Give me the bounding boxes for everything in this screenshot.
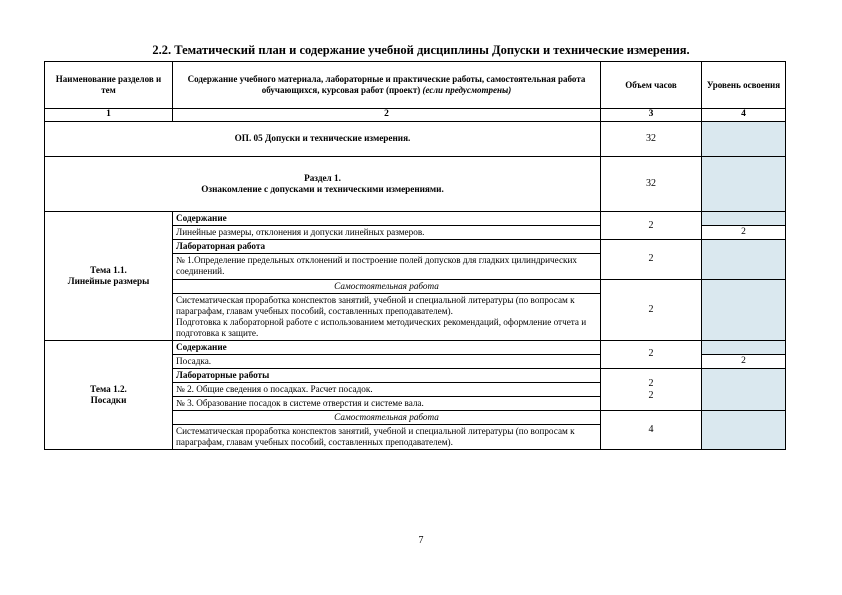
topic2-number: Тема 1.2. (90, 383, 127, 394)
topic2-self-level (702, 411, 786, 450)
discipline-row (45, 122, 786, 157)
discipline-level (702, 122, 786, 157)
topic2-lab-label: Лабораторные работы (173, 369, 601, 383)
page-number: 7 (418, 535, 424, 546)
topic1-content-level: 2 (702, 226, 786, 240)
topic2-lab-item-2: № 3. Образование посадок в системе отверстия и системе вала. (173, 397, 601, 411)
topic2-name (45, 340, 173, 450)
thematic-plan-table (44, 61, 786, 450)
topic2-content-item: Посадка. (173, 354, 601, 368)
section-level (702, 157, 786, 212)
column-number-1: 1 (45, 109, 173, 122)
topic2-lab-level (702, 369, 786, 411)
header-content-main: Содержание учебного материала, лабораторные и практические работы, самостоятельная работа обучающихся, курсовая работ (проект) (187, 74, 586, 95)
topic1-self-text-1: Систематическая проработка конспектов занятий, учебной и специальной литературы (по вопросам к параграфам, главам учебных пособий, составленных преподавателем). (176, 294, 575, 316)
topic2-lab-hours-1: 2 (648, 377, 654, 389)
topic1-content-label-row (45, 212, 786, 226)
topic2-content-hours: 2 (601, 340, 702, 368)
section-number: Раздел 1. (304, 172, 341, 183)
topic2-lab-hours-2: 2 (648, 389, 654, 401)
topic2-lab-item-1: № 2. Общие сведения о посадках. Расчет посадок. (173, 383, 601, 397)
section-name: Ознакомление с допусками и техническими измерениями. (201, 184, 444, 194)
column-number-4: 4 (702, 109, 786, 122)
section-hours: 32 (601, 157, 702, 212)
document-title: 2.2. Тематический план и содержание учебной дисциплины Допуски и технические измерения. (152, 43, 690, 57)
topic2-content-label-level (702, 340, 786, 354)
topic1-self-text (173, 293, 601, 340)
header-content (173, 62, 601, 109)
header-sections-topics: Наименование разделов и тем (45, 62, 173, 109)
topic1-lab-level (702, 240, 786, 279)
topic2-content-level: 2 (702, 354, 786, 368)
table-header-row (45, 62, 786, 109)
topic1-self-level (702, 279, 786, 340)
section-row (45, 157, 786, 212)
topic2-title: Посадки (90, 394, 127, 405)
discipline-hours: 32 (601, 122, 702, 157)
topic1-lab-item: № 1.Определение предельных отклонений и построение полей допусков для гладких цилиндрических соединений. (173, 254, 601, 279)
topic1-self-text-2: Подготовка к лабораторной работе с использованием методических рекомендаций, оформление отчета и подготовка к защите. (176, 316, 587, 338)
topic1-lab-label: Лабораторная работа (173, 240, 601, 254)
column-number-row (45, 109, 786, 122)
topic1-lab-hours: 2 (601, 240, 702, 279)
topic2-content-label: Содержание (173, 340, 601, 354)
topic1-content-item: Линейные размеры, отклонения и допуски линейных размеров. (173, 226, 601, 240)
header-level: Уровень освоения (702, 62, 786, 109)
topic2-lab-hours (601, 369, 702, 411)
topic1-self-label: Самостоятельная работа (173, 279, 601, 293)
topic1-title: Линейные размеры (67, 275, 150, 286)
topic1-content-label-level (702, 212, 786, 226)
topic1-content-hours: 2 (601, 212, 702, 240)
header-content-italic: (если предусмотрены) (422, 85, 512, 95)
topic2-self-hours: 4 (601, 411, 702, 450)
topic1-number: Тема 1.1. (90, 264, 127, 275)
discipline-name: ОП. 05 Допуски и технические измерения. (45, 122, 601, 157)
topic1-name (45, 212, 173, 341)
topic2-content-label-row (45, 340, 786, 354)
topic1-self-hours: 2 (601, 279, 702, 340)
topic2-self-text: Систематическая проработка конспектов занятий, учебной и специальной литературы (по вопросам к параграфам, главам учебных пособий, составленных преподавателем). (173, 425, 601, 450)
column-number-2: 2 (173, 109, 601, 122)
topic2-self-label: Самостоятельная работа (173, 411, 601, 425)
header-hours: Объем часов (601, 62, 702, 109)
section-title (45, 157, 601, 212)
column-number-3: 3 (601, 109, 702, 122)
topic1-content-label: Содержание (173, 212, 601, 226)
